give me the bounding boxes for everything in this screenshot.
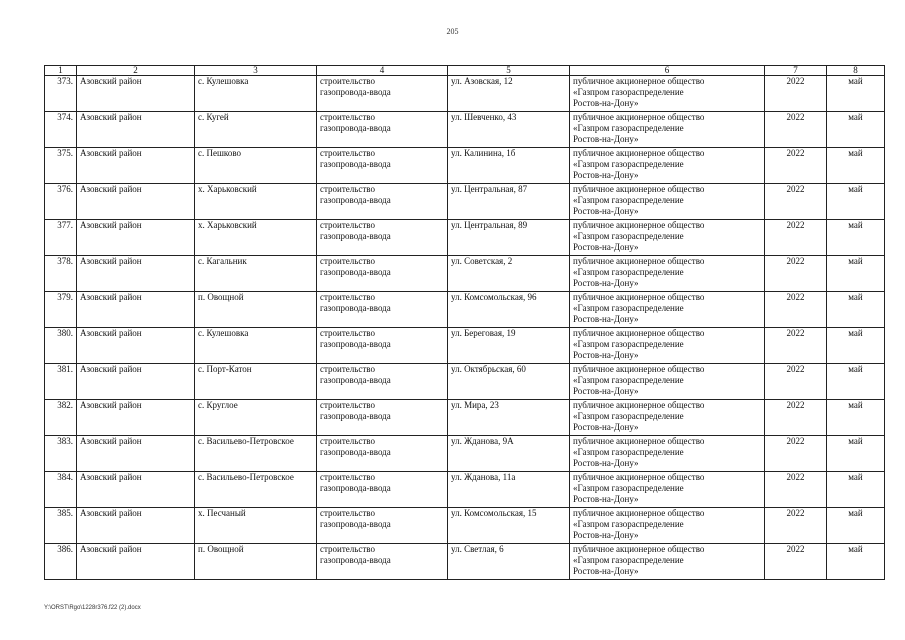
- organization-line: Ростов-на-Дону»: [573, 206, 639, 216]
- column-header: 2: [77, 66, 195, 76]
- year-cell: 2022: [765, 508, 827, 544]
- district-cell: Азовский район: [77, 328, 195, 364]
- organization-line: публичное акционерное общество: [573, 436, 705, 446]
- work-type-cell: [317, 328, 448, 364]
- table-row: [45, 508, 885, 544]
- row-number: 383.: [45, 436, 77, 472]
- footer-file-path: Y:\ORST\Rgo\1228r376.f22 (2).docx: [44, 605, 141, 611]
- settlement-cell: с. Кагальник: [195, 256, 317, 292]
- settlement-cell: с. Кулешовка: [195, 328, 317, 364]
- organization-line: публичное акционерное общество: [573, 292, 705, 302]
- row-number: 382.: [45, 400, 77, 436]
- settlement-cell: с. Васильево-Петровское: [195, 436, 317, 472]
- organization-line: Ростов-на-Дону»: [573, 242, 639, 252]
- year-cell: 2022: [765, 76, 827, 112]
- organization-line: публичное акционерное общество: [573, 364, 705, 374]
- organization-line: Ростов-на-Дону»: [573, 566, 639, 576]
- row-number: 376.: [45, 184, 77, 220]
- organization-cell: [570, 112, 765, 148]
- work-type-cell: [317, 112, 448, 148]
- row-number: 381.: [45, 364, 77, 400]
- work-type-line: строительство: [320, 76, 375, 86]
- work-type-line: газопровода-ввода: [320, 303, 391, 313]
- district-cell: Азовский район: [77, 508, 195, 544]
- year-cell: 2022: [765, 256, 827, 292]
- year-cell: 2022: [765, 544, 827, 580]
- organization-line: «Газпром газораспределение: [573, 195, 684, 205]
- settlement-cell: с. Круглое: [195, 400, 317, 436]
- row-number: 378.: [45, 256, 77, 292]
- row-number: 375.: [45, 148, 77, 184]
- address-cell: ул. Комсомольская, 15: [448, 508, 570, 544]
- month-cell: май: [827, 508, 885, 544]
- organization-line: публичное акционерное общество: [573, 112, 705, 122]
- address-cell: ул. Береговая, 19: [448, 328, 570, 364]
- organization-line: публичное акционерное общество: [573, 472, 705, 482]
- month-cell: май: [827, 400, 885, 436]
- organization-cell: [570, 76, 765, 112]
- settlement-cell: х. Харьковский: [195, 220, 317, 256]
- organization-cell: [570, 256, 765, 292]
- district-cell: Азовский район: [77, 184, 195, 220]
- work-type-line: строительство: [320, 472, 375, 482]
- column-header: 6: [570, 66, 765, 76]
- month-cell: май: [827, 328, 885, 364]
- work-type-line: строительство: [320, 292, 375, 302]
- table-row: [45, 364, 885, 400]
- settlement-cell: п. Овощной: [195, 544, 317, 580]
- table-row: [45, 76, 885, 112]
- column-header: 8: [827, 66, 885, 76]
- organization-line: «Газпром газораспределение: [573, 303, 684, 313]
- work-type-cell: [317, 256, 448, 292]
- row-number: 380.: [45, 328, 77, 364]
- column-header: 4: [317, 66, 448, 76]
- organization-line: «Газпром газораспределение: [573, 123, 684, 133]
- header-row: [45, 66, 885, 76]
- work-type-line: газопровода-ввода: [320, 483, 391, 493]
- district-cell: Азовский район: [77, 112, 195, 148]
- work-type-line: строительство: [320, 220, 375, 230]
- address-cell: ул. Октябрьская, 60: [448, 364, 570, 400]
- column-header: 1: [45, 66, 77, 76]
- month-cell: май: [827, 148, 885, 184]
- address-cell: ул. Советская, 2: [448, 256, 570, 292]
- address-cell: ул. Шевченко, 43: [448, 112, 570, 148]
- organization-line: публичное акционерное общество: [573, 508, 705, 518]
- table-row: [45, 544, 885, 580]
- organization-cell: [570, 472, 765, 508]
- organization-cell: [570, 364, 765, 400]
- table-row: [45, 292, 885, 328]
- month-cell: май: [827, 472, 885, 508]
- table-row: [45, 148, 885, 184]
- work-type-line: строительство: [320, 400, 375, 410]
- address-cell: ул. Комсомольская, 96: [448, 292, 570, 328]
- work-type-line: строительство: [320, 184, 375, 194]
- column-header: 3: [195, 66, 317, 76]
- organization-line: Ростов-на-Дону»: [573, 530, 639, 540]
- organization-line: публичное акционерное общество: [573, 328, 705, 338]
- table-row: [45, 220, 885, 256]
- district-cell: Азовский район: [77, 400, 195, 436]
- organization-line: публичное акционерное общество: [573, 256, 705, 266]
- row-number: 379.: [45, 292, 77, 328]
- table-row: [45, 328, 885, 364]
- work-type-line: газопровода-ввода: [320, 159, 391, 169]
- organization-line: «Газпром газораспределение: [573, 483, 684, 493]
- organization-cell: [570, 184, 765, 220]
- work-type-line: строительство: [320, 436, 375, 446]
- organization-line: публичное акционерное общество: [573, 184, 705, 194]
- year-cell: 2022: [765, 400, 827, 436]
- address-cell: ул. Калинина, 1б: [448, 148, 570, 184]
- page-number: 205: [446, 27, 459, 36]
- row-number: 386.: [45, 544, 77, 580]
- work-type-cell: [317, 220, 448, 256]
- year-cell: 2022: [765, 472, 827, 508]
- work-type-line: газопровода-ввода: [320, 411, 391, 421]
- district-cell: Азовский район: [77, 76, 195, 112]
- organization-line: «Газпром газораспределение: [573, 555, 684, 565]
- organization-line: публичное акционерное общество: [573, 220, 705, 230]
- month-cell: май: [827, 220, 885, 256]
- row-number: 377.: [45, 220, 77, 256]
- organization-line: Ростов-на-Дону»: [573, 314, 639, 324]
- organization-line: публичное акционерное общество: [573, 544, 705, 554]
- table-body: [45, 76, 885, 580]
- organization-line: Ростов-на-Дону»: [573, 134, 639, 144]
- month-cell: май: [827, 112, 885, 148]
- settlement-cell: х. Песчаный: [195, 508, 317, 544]
- work-type-line: газопровода-ввода: [320, 267, 391, 277]
- year-cell: 2022: [765, 328, 827, 364]
- month-cell: май: [827, 184, 885, 220]
- organization-line: Ростов-на-Дону»: [573, 350, 639, 360]
- address-cell: ул. Центральная, 89: [448, 220, 570, 256]
- column-header: 7: [765, 66, 827, 76]
- work-type-cell: [317, 148, 448, 184]
- year-cell: 2022: [765, 148, 827, 184]
- organization-line: публичное акционерное общество: [573, 148, 705, 158]
- organization-line: «Газпром газораспределение: [573, 447, 684, 457]
- organization-cell: [570, 436, 765, 472]
- settlement-cell: с. Пешково: [195, 148, 317, 184]
- work-type-cell: [317, 184, 448, 220]
- month-cell: май: [827, 292, 885, 328]
- work-type-line: строительство: [320, 256, 375, 266]
- organization-line: «Газпром газораспределение: [573, 375, 684, 385]
- work-type-cell: [317, 76, 448, 112]
- work-type-line: газопровода-ввода: [320, 231, 391, 241]
- work-type-line: газопровода-ввода: [320, 519, 391, 529]
- organization-line: «Газпром газораспределение: [573, 159, 684, 169]
- organization-line: публичное акционерное общество: [573, 76, 705, 86]
- organization-cell: [570, 328, 765, 364]
- work-type-line: строительство: [320, 148, 375, 158]
- year-cell: 2022: [765, 292, 827, 328]
- organization-line: «Газпром газораспределение: [573, 411, 684, 421]
- work-type-line: строительство: [320, 544, 375, 554]
- work-type-line: газопровода-ввода: [320, 447, 391, 457]
- settlement-cell: с. Кугей: [195, 112, 317, 148]
- settlement-cell: х. Харьковский: [195, 184, 317, 220]
- work-type-cell: [317, 400, 448, 436]
- address-cell: ул. Мира, 23: [448, 400, 570, 436]
- organization-line: Ростов-на-Дону»: [573, 98, 639, 108]
- year-cell: 2022: [765, 112, 827, 148]
- district-cell: Азовский район: [77, 220, 195, 256]
- settlement-cell: с. Васильево-Петровское: [195, 472, 317, 508]
- work-type-line: строительство: [320, 112, 375, 122]
- row-number: 374.: [45, 112, 77, 148]
- organization-cell: [570, 148, 765, 184]
- year-cell: 2022: [765, 364, 827, 400]
- district-cell: Азовский район: [77, 436, 195, 472]
- work-type-line: газопровода-ввода: [320, 375, 391, 385]
- organization-line: «Газпром газораспределение: [573, 231, 684, 241]
- work-type-cell: [317, 436, 448, 472]
- work-type-cell: [317, 364, 448, 400]
- organization-line: «Газпром газораспределение: [573, 519, 684, 529]
- work-type-line: газопровода-ввода: [320, 195, 391, 205]
- work-type-line: строительство: [320, 328, 375, 338]
- work-type-cell: [317, 508, 448, 544]
- work-type-line: строительство: [320, 364, 375, 374]
- organization-line: Ростов-на-Дону»: [573, 422, 639, 432]
- address-cell: ул. Жданова, 9А: [448, 436, 570, 472]
- settlement-cell: п. Овощной: [195, 292, 317, 328]
- district-cell: Азовский район: [77, 256, 195, 292]
- row-number: 385.: [45, 508, 77, 544]
- work-type-line: строительство: [320, 508, 375, 518]
- organization-line: Ростов-на-Дону»: [573, 386, 639, 396]
- work-type-cell: [317, 472, 448, 508]
- month-cell: май: [827, 544, 885, 580]
- address-cell: ул. Светлая, 6: [448, 544, 570, 580]
- address-cell: ул. Азовская, 12: [448, 76, 570, 112]
- month-cell: май: [827, 364, 885, 400]
- year-cell: 2022: [765, 184, 827, 220]
- register-table: [44, 65, 885, 580]
- organization-line: Ростов-на-Дону»: [573, 170, 639, 180]
- settlement-cell: с. Порт-Катон: [195, 364, 317, 400]
- address-cell: ул. Жданова, 11а: [448, 472, 570, 508]
- work-type-cell: [317, 544, 448, 580]
- district-cell: Азовский район: [77, 292, 195, 328]
- column-header: 5: [448, 66, 570, 76]
- organization-cell: [570, 292, 765, 328]
- row-number: 373.: [45, 76, 77, 112]
- table-row: [45, 256, 885, 292]
- organization-line: Ростов-на-Дону»: [573, 494, 639, 504]
- district-cell: Азовский район: [77, 472, 195, 508]
- address-cell: ул. Центральная, 87: [448, 184, 570, 220]
- district-cell: Азовский район: [77, 364, 195, 400]
- organization-line: Ростов-на-Дону»: [573, 278, 639, 288]
- table-row: [45, 436, 885, 472]
- table-row: [45, 112, 885, 148]
- organization-line: публичное акционерное общество: [573, 400, 705, 410]
- work-type-cell: [317, 292, 448, 328]
- table-row: [45, 184, 885, 220]
- table-row: [45, 400, 885, 436]
- organization-cell: [570, 400, 765, 436]
- month-cell: май: [827, 256, 885, 292]
- work-type-line: газопровода-ввода: [320, 123, 391, 133]
- month-cell: май: [827, 436, 885, 472]
- settlement-cell: с. Кулешовка: [195, 76, 317, 112]
- organization-cell: [570, 544, 765, 580]
- organization-line: «Газпром газораспределение: [573, 339, 684, 349]
- organization-line: Ростов-на-Дону»: [573, 458, 639, 468]
- year-cell: 2022: [765, 436, 827, 472]
- work-type-line: газопровода-ввода: [320, 555, 391, 565]
- work-type-line: газопровода-ввода: [320, 87, 391, 97]
- organization-line: «Газпром газораспределение: [573, 267, 684, 277]
- organization-line: «Газпром газораспределение: [573, 87, 684, 97]
- row-number: 384.: [45, 472, 77, 508]
- table-row: [45, 472, 885, 508]
- organization-cell: [570, 508, 765, 544]
- district-cell: Азовский район: [77, 544, 195, 580]
- month-cell: май: [827, 76, 885, 112]
- organization-cell: [570, 220, 765, 256]
- year-cell: 2022: [765, 220, 827, 256]
- district-cell: Азовский район: [77, 148, 195, 184]
- work-type-line: газопровода-ввода: [320, 339, 391, 349]
